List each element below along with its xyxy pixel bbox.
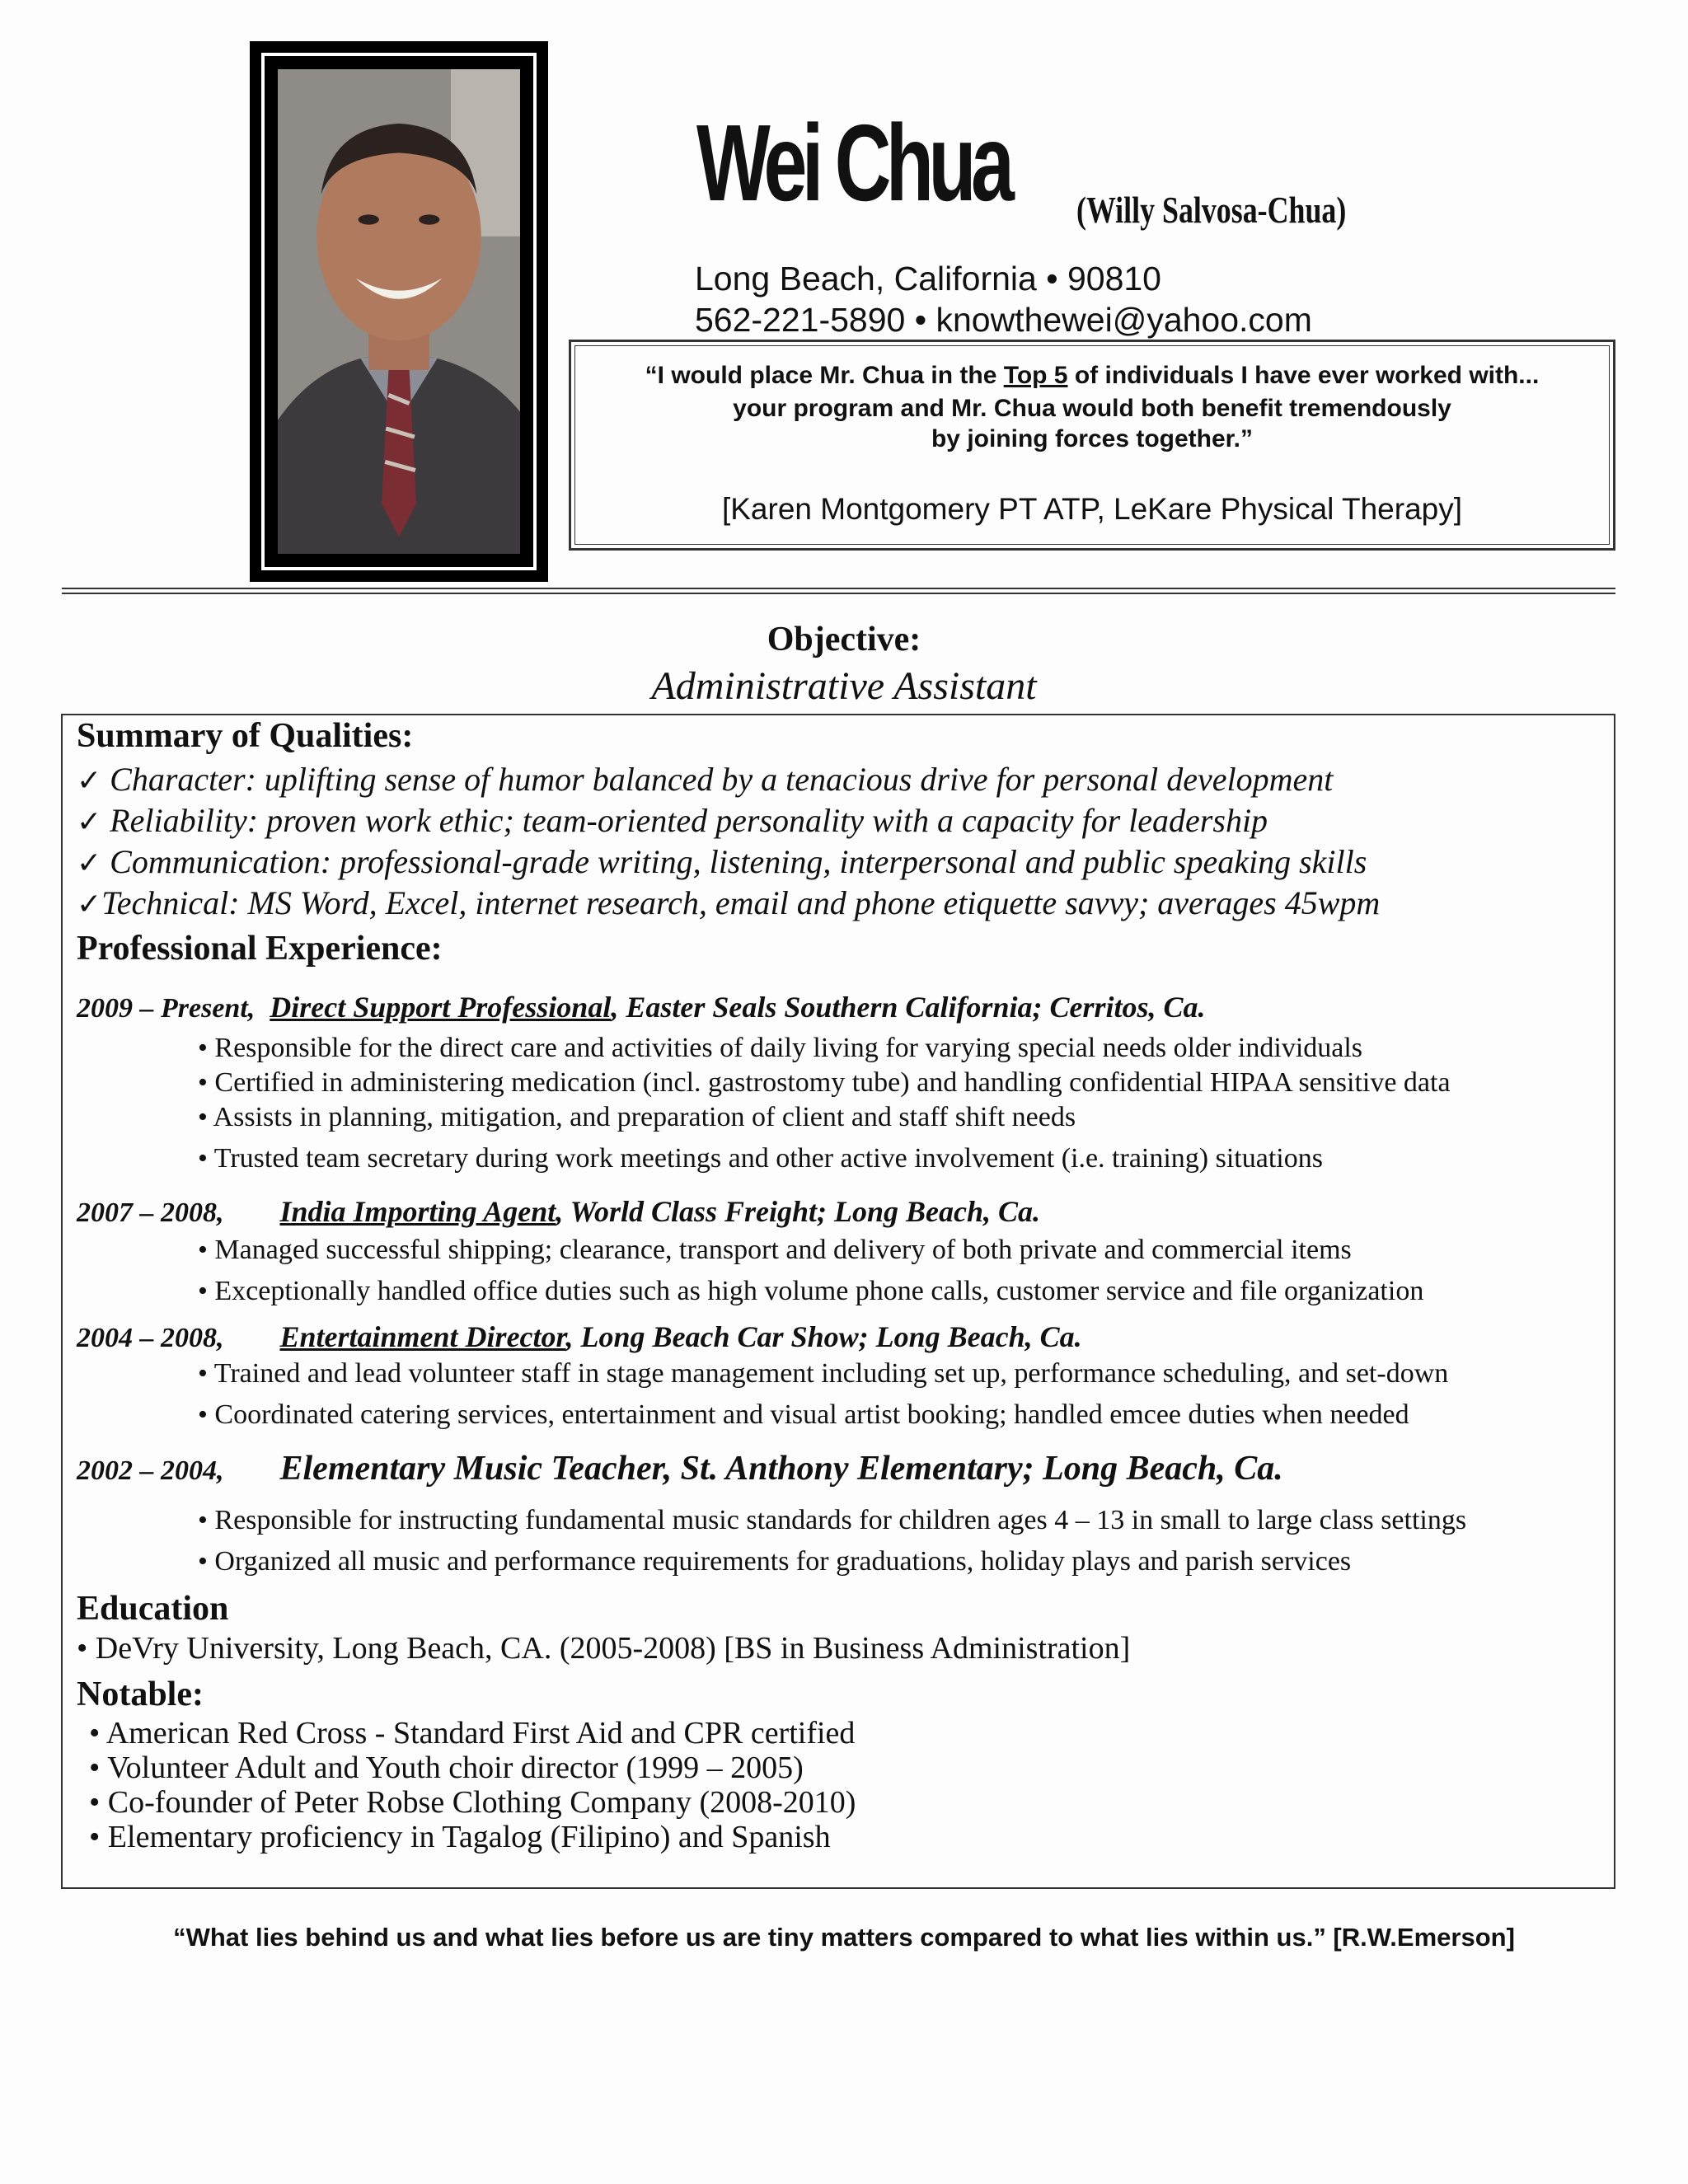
summary-item-text: Character: uplifting sense of humor balanced by a tenacious drive for personal development — [101, 761, 1334, 798]
header-divider-bottom — [62, 593, 1615, 594]
summary-item — [77, 884, 1381, 921]
job-bullet: • Trusted team secretary during work meetings and other active involvement (i.e. training) situations — [198, 1143, 1323, 1174]
job-org: , Long Beach Car Show; Long Beach, Ca. — [565, 1320, 1082, 1353]
job-dates: 2007 – 2008, — [77, 1197, 224, 1228]
check-icon: ✓ — [77, 888, 102, 921]
summary-item — [77, 763, 1333, 796]
closing-quote: “What lies behind us and what lies before us are tiny matters compared to what lies within us.” [R.W.Emerson] — [173, 1923, 1515, 1952]
job-dates: 2009 – Present, — [77, 993, 256, 1024]
candidate-alias: (Willy Salvosa-Chua) — [1076, 189, 1347, 231]
job-header — [77, 1322, 1082, 1352]
portrait-illustration — [278, 69, 520, 554]
notable-item: • Elementary proficiency in Tagalog (Filipino) and Spanish — [89, 1820, 831, 1854]
contact-location: Long Beach, California • 90810 — [695, 260, 1161, 298]
job-bullet: • Organized all music and performance requirements for graduations, holiday plays and parish services — [198, 1546, 1352, 1577]
summary-item-text: Technical: MS Word, Excel, internet research, email and phone etiquette savvy; averages 45wpm — [101, 884, 1381, 921]
education-item: • DeVry University, Long Beach, CA. (2005-2008) [BS in Business Administration] — [77, 1631, 1131, 1666]
testimonial-source: [Karen Montgomery PT ATP, LeKare Physical Therapy] — [721, 492, 1463, 526]
testimonial-line-1 — [569, 360, 1615, 391]
photo-mat — [261, 53, 537, 570]
testimonial-line-1-pre: “I would place Mr. Chua in the — [645, 362, 1004, 389]
job-dates: 2002 – 2004, — [77, 1455, 224, 1486]
job-dates: 2004 – 2008, — [77, 1323, 224, 1353]
job-bullet: • Certified in administering medication (incl. gastrostomy tube) and handling confidential HIPAA sensitive data — [198, 1067, 1451, 1098]
job-header — [77, 1197, 1040, 1227]
job-org: , Easter Seals Southern California; Cerritos, Ca. — [611, 991, 1206, 1024]
job-bullet: • Assists in planning, mitigation, and preparation of client and staff shift needs — [198, 1102, 1076, 1132]
profile-photo-frame — [250, 41, 548, 582]
notable-heading: Notable: — [77, 1675, 204, 1713]
contact-phone-email: 562-221-5890 • knowthewei@yahoo.com — [695, 301, 1312, 339]
testimonial-line-3: by joining forces together.” — [931, 425, 1254, 452]
job-title: Elementary Music Teacher, St. Anthony Elementary; Long Beach, Ca. — [279, 1450, 1283, 1488]
job-bullet: • Coordinated catering services, entertainment and visual artist booking; handled emcee duties when needed — [198, 1399, 1409, 1430]
notable-item: • Co-founder of Peter Robse Clothing Company (2008-2010) — [89, 1785, 856, 1820]
testimonial-highlight: Top 5 — [1003, 362, 1068, 389]
summary-item-text: Communication: professional-grade writing, listening, interpersonal and public speaking skills — [101, 843, 1367, 880]
notable-item: • American Red Cross - Standard First Aid and CPR certified — [89, 1716, 856, 1750]
check-icon: ✓ — [77, 846, 102, 880]
testimonial-line-1-post: of individuals I have ever worked with... — [1067, 362, 1540, 389]
job-title: Entertainment Director — [279, 1320, 566, 1353]
experience-heading: Professional Experience: — [77, 930, 443, 968]
education-heading: Education — [77, 1590, 229, 1628]
profile-photo — [278, 69, 520, 554]
candidate-name: Wei Chua — [696, 102, 1010, 223]
notable-item: • Volunteer Adult and Youth choir director (1999 – 2005) — [89, 1750, 804, 1785]
job-title: Direct Support Professional — [270, 991, 612, 1024]
testimonial-line-2: your program and Mr. Chua would both benefit tremendously — [733, 395, 1451, 422]
check-icon: ✓ — [77, 805, 102, 839]
job-bullet: • Trained and lead volunteer staff in stage management including set up, performance scheduling, and set-down — [198, 1358, 1449, 1389]
objective-value: Administrative Assistant — [651, 664, 1037, 708]
job-bullet: • Responsible for instructing fundamental music standards for children ages 4 – 13 in small to large class settings — [198, 1505, 1467, 1535]
summary-item — [77, 804, 1268, 837]
job-header — [77, 1451, 1283, 1486]
job-bullet: • Exceptionally handled office duties such as high volume phone calls, customer service and file organization — [198, 1276, 1424, 1306]
summary-item — [77, 843, 1367, 880]
job-bullet: • Responsible for the direct care and activities of daily living for varying special needs older individuals — [198, 1033, 1363, 1063]
job-header — [77, 992, 1206, 1023]
objective-label: Objective: — [767, 621, 921, 658]
header-divider-top — [62, 588, 1615, 589]
job-org: , World Class Freight; Long Beach, Ca. — [556, 1195, 1041, 1228]
summary-item-text: Reliability: proven work ethic; team-oriented personality with a capacity for leadership — [101, 802, 1268, 839]
job-bullet: • Managed successful shipping; clearance, transport and delivery of both private and commercial items — [198, 1235, 1352, 1265]
job-title: India Importing Agent — [279, 1195, 556, 1228]
summary-heading: Summary of Qualities: — [77, 717, 414, 755]
check-icon: ✓ — [77, 764, 102, 798]
